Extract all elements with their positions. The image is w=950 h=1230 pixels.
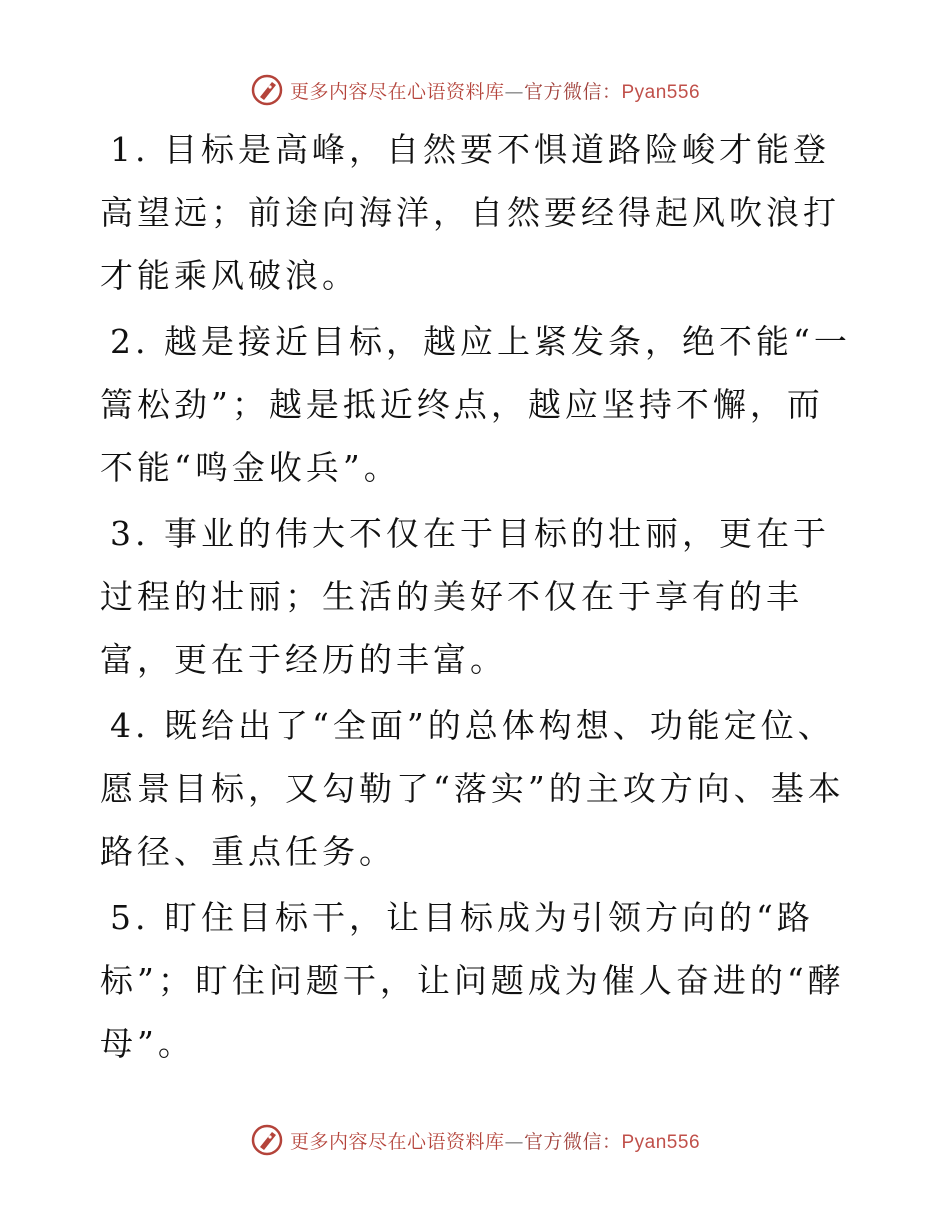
- paragraph-2: 2. 越是接近目标，越应上紧发条，绝不能“一篙松劲”；越是抵近终点，越应坚持不懈，而不能“鸣金收兵”。: [100, 322, 851, 487]
- header-watermark: [0, 70, 950, 110]
- paragraph-4: 4. 既给出了“全面”的总体构想、功能定位、愿景目标，又勾勒了“落实”的主攻方向、基本路径、重点任务。: [100, 706, 845, 871]
- paragraph-1: 1. 目标是高峰，自然要不惧道路险峻才能登高望远；前途向海洋，自然要经得起风吹浪打才能乘风破浪。: [100, 130, 840, 295]
- watermark-text: 更多内容尽在心语资料库—官方微信：Pyan556: [289, 80, 701, 103]
- pen-nib-seal-icon: [250, 73, 284, 107]
- pen-nib-seal-icon: [250, 1123, 284, 1157]
- watermark-text: 更多内容尽在心语资料库—官方微信：Pyan556: [289, 1130, 701, 1153]
- paragraph-3: 3. 事业的伟大不仅在于目标的壮丽，更在于过程的壮丽；生活的美好不仅在于享有的丰富，更在于经历的丰富。: [100, 514, 830, 679]
- document-body: [100, 118, 860, 1078]
- paragraph-5: 5. 盯住目标干，让目标成为引领方向的“路标”；盯住问题干，让问题成为催人奋进的“酵母”。: [100, 898, 845, 1063]
- footer-watermark: [0, 1120, 950, 1160]
